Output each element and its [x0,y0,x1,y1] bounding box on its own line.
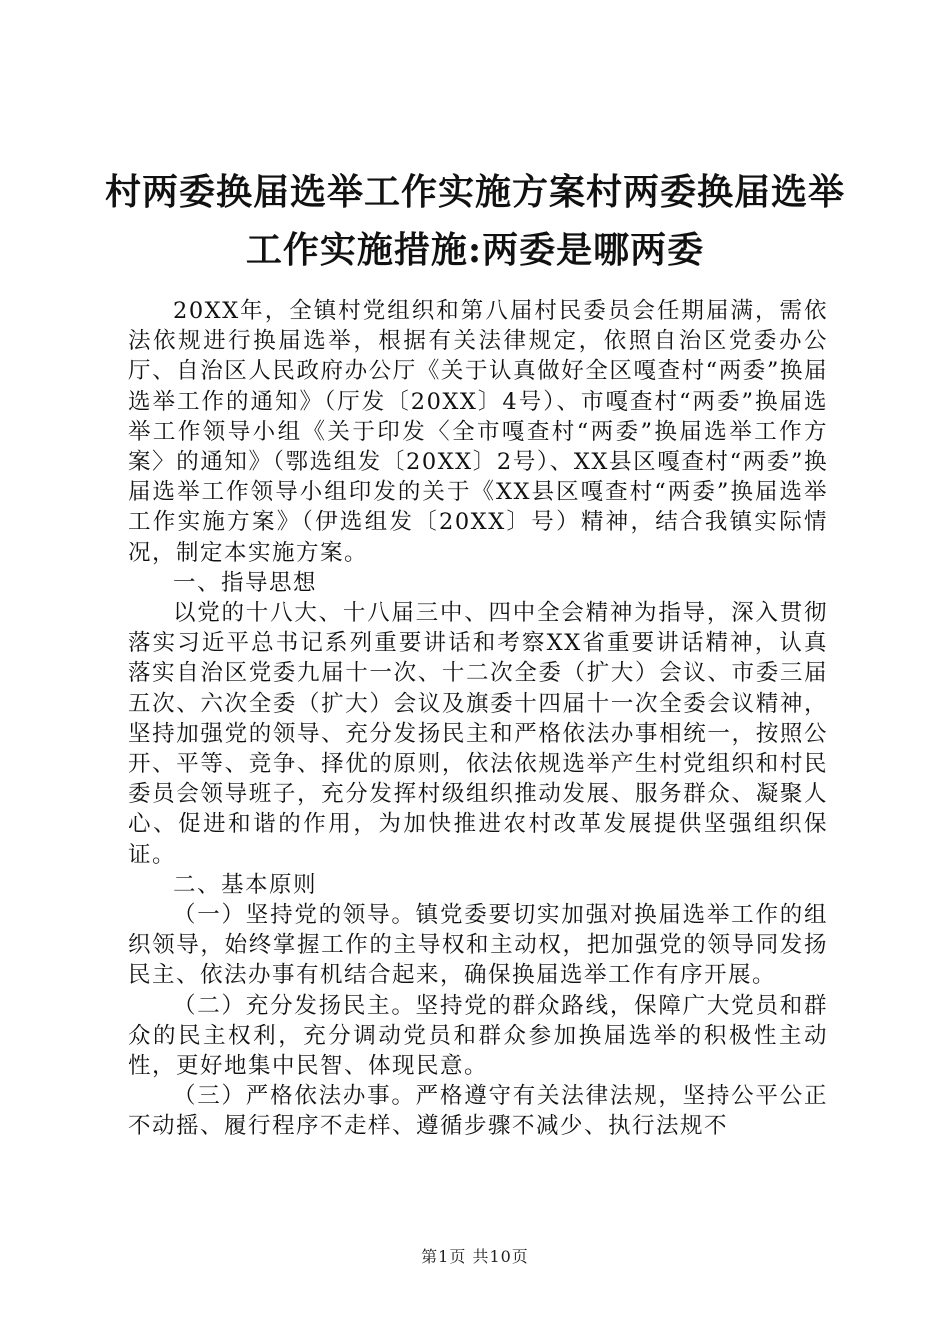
page-number-footer: 第1页 共10页 [421,1247,529,1266]
paragraph-intro: 20XX年，全镇村党组织和第八届村民委员会任期届满，需依法依规进行换届选举，根据有关法律规定，依照自治区党委办公厅、自治区人民政府办公厅《关于认真做好全区嘎查村“两委”换届选举工作的通知》（厅发〔20XX〕4号）、市嘎查村“两委”换届选举工作领导小组《关于印发〈全市嘎查村“两委”换届选举工作方案〉的通知》（鄂选组发〔20XX〕2号）、XX县区嘎查村“两委”换届选举工作领导小组印发的关于《XX县区嘎查村“两委”换届选举工作实施方案》（伊选组发〔20XX〕号）精神，结合我镇实际情况，制定本实施方案。 [128,298,828,566]
paragraph-principle-1: （一）坚持党的领导。镇党委要切实加强对换届选举工作的组织领导，始终掌握工作的主导权和主动权，把加强党的领导同发扬民主、依法办事有机结合起来，确保换届选举工作有序开展。 [128,902,828,989]
document-title-line-1: 村两委换届选举工作实施方案村两委换届选举 [104,171,845,213]
section-heading-guiding-ideology: 一、指导思想 [173,569,318,596]
paragraph-guiding-ideology: 以党的十八大、十八届三中、四中全会精神为指导，深入贯彻落实习近平总书记系列重要讲话和考察XX省重要讲话精神，认真落实自治区党委九届十一次、十二次全委（扩大）会议、市委三届五次、六次全委（扩大）会议及旗委十四届十一次全委会议精神，坚持加强党的领导、充分发扬民主和严格依法办事相统一，按照公开、平等、竞争、择优的原则，依法依规选举产生村党组织和村民委员会领导班子，充分发挥村级组织推动发展、服务群众、凝聚人心、促进和谐的作用，为加快推进农村改革发展提供坚强组织保证。 [128,600,828,868]
section-heading-basic-principles: 二、基本原则 [173,871,318,898]
document-title-line-2: 工作实施措施:两委是哪两委 [245,229,705,271]
document-body [128,296,828,1142]
paragraph-principle-2: （二）充分发扬民主。坚持党的群众路线，保障广大党员和群众的民主权利，充分调动党员和群众参加换届选举的积极性主动性，更好地集中民智、体现民意。 [128,992,828,1080]
paragraph-principle-3: （三）严格依法办事。严格遵守有关法律法规，坚持公平公正不动摇、履行程序不走样、遵循步骤不减少、执行法规不 [128,1083,828,1140]
